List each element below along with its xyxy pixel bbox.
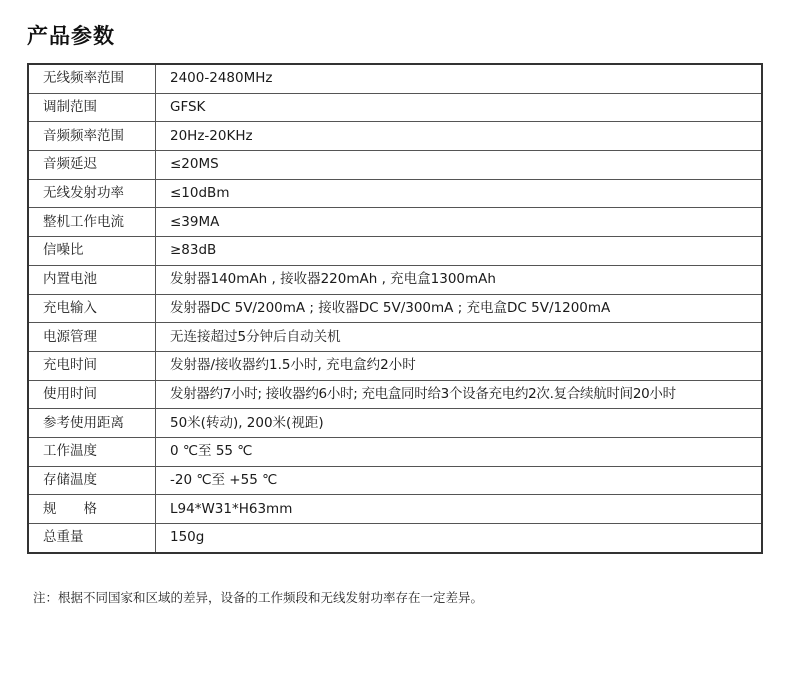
footnote: 注：根据不同国家和区域的差异，设备的工作频段和无线发射功率存在一定差异。 [33, 590, 484, 605]
row-label: 无线发射功率 [28, 179, 156, 208]
row-value: 发射器140mAh , 接收器220mAh , 充电盒1300mAh [156, 265, 763, 294]
row-label: 充电输入 [28, 294, 156, 323]
row-label: 调制范围 [28, 93, 156, 122]
row-label: 内置电池 [28, 265, 156, 294]
row-label: 整机工作电流 [28, 208, 156, 237]
table-row [28, 495, 762, 524]
table-row [28, 64, 762, 93]
row-label: 规 格 [28, 495, 156, 524]
row-label: 工作温度 [28, 437, 156, 466]
row-value: GFSK [156, 93, 763, 122]
table-row [28, 323, 762, 352]
row-label: 总重量 [28, 524, 156, 553]
page-title: 产品参数 [27, 24, 115, 48]
row-value: 0 ℃至 55 ℃ [156, 437, 763, 466]
row-value: 发射器/接收器约1.5小时, 充电盒约2小时 [156, 351, 763, 380]
table-row [28, 294, 762, 323]
row-label: 电源管理 [28, 323, 156, 352]
table-row [28, 237, 762, 266]
spec-table [27, 63, 763, 554]
row-label: 音频延迟 [28, 151, 156, 180]
table-row [28, 524, 762, 553]
table-row [28, 265, 762, 294]
row-label: 充电时间 [28, 351, 156, 380]
row-value: ≤10dBm [156, 179, 763, 208]
row-label: 使用时间 [28, 380, 156, 409]
row-value: ≥83dB [156, 237, 763, 266]
table-row [28, 179, 762, 208]
row-label: 参考使用距离 [28, 409, 156, 438]
table-row [28, 122, 762, 151]
table-row [28, 208, 762, 237]
table-row [28, 409, 762, 438]
row-value: 150g [156, 524, 763, 553]
row-label: 存储温度 [28, 466, 156, 495]
row-value: 2400-2480MHz [156, 64, 763, 93]
row-value: 20Hz-20KHz [156, 122, 763, 151]
row-value: 发射器DC 5V/200mA ; 接收器DC 5V/300mA ; 充电盒DC 5V/1200mA [156, 294, 763, 323]
row-label: 信噪比 [28, 237, 156, 266]
table-row [28, 437, 762, 466]
row-value: 无连接超过5分钟后自动关机 [156, 323, 763, 352]
spec-table-body [28, 64, 762, 553]
table-row [28, 380, 762, 409]
table-row [28, 351, 762, 380]
table-row [28, 466, 762, 495]
row-value: ≤20MS [156, 151, 763, 180]
table-row [28, 151, 762, 180]
row-label: 无线频率范围 [28, 64, 156, 93]
row-value: -20 ℃至 +55 ℃ [156, 466, 763, 495]
row-value: 发射器约7小时; 接收器约6小时; 充电盒同时给3个设备充电约2次.复合续航时间20小时 [156, 380, 763, 409]
table-row [28, 93, 762, 122]
row-value: L94*W31*H63mm [156, 495, 763, 524]
row-value: ≤39MA [156, 208, 763, 237]
row-value: 50米(转动), 200米(视距) [156, 409, 763, 438]
row-label: 音频频率范围 [28, 122, 156, 151]
